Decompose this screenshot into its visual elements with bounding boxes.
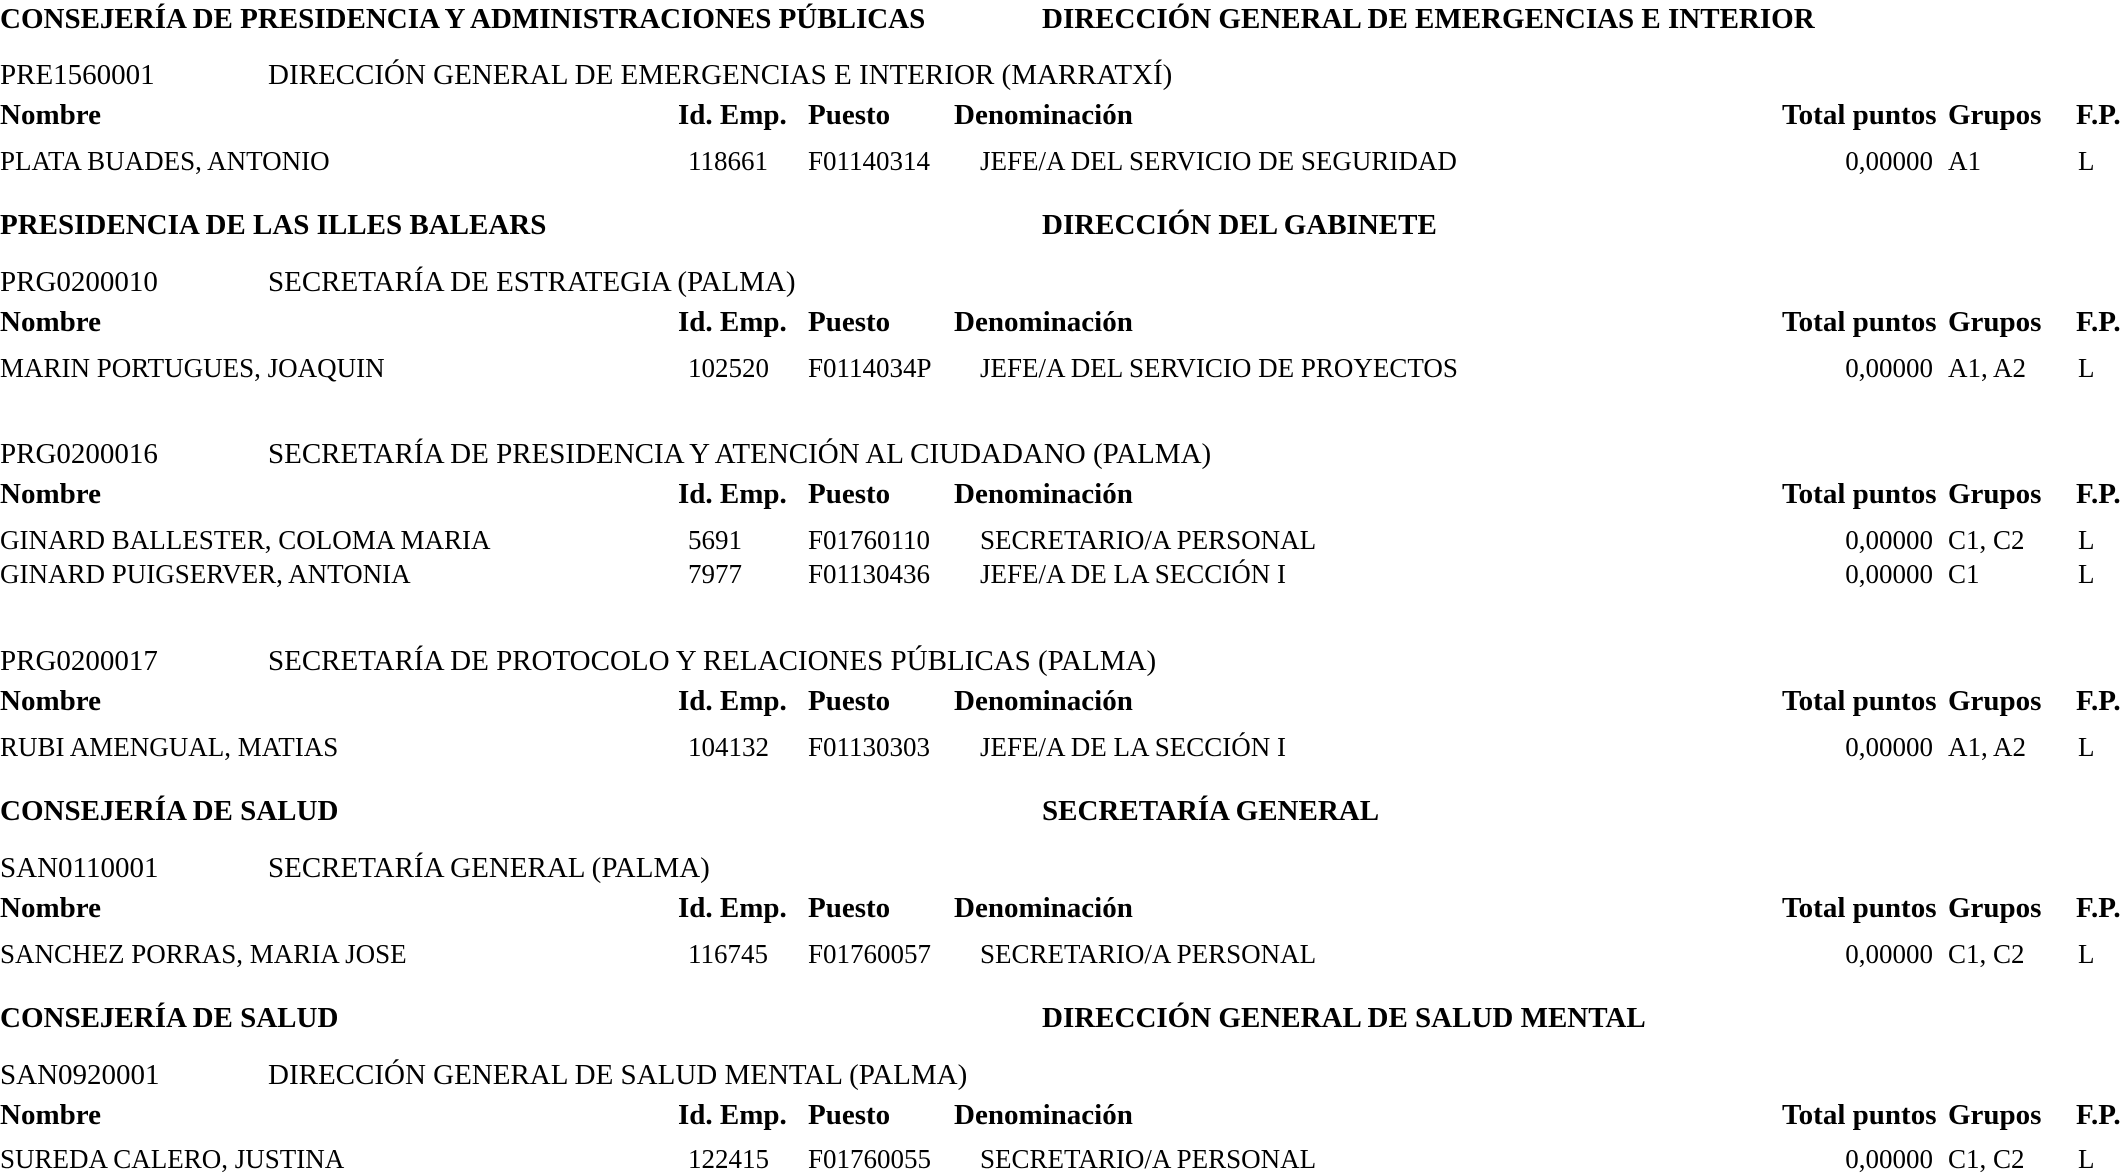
col-denominacion: Denominación xyxy=(954,685,1133,717)
cell-grupos: A1 xyxy=(1948,146,1981,176)
col-denominacion: Denominación xyxy=(954,306,1133,338)
unit-code: PRE1560001 xyxy=(0,59,155,91)
unit-header xyxy=(0,437,2126,471)
unit-header xyxy=(0,1058,2126,1092)
cell-puntos: 0,00000 xyxy=(1845,939,1933,969)
cell-nombre: SANCHEZ PORRAS, MARIA JOSE xyxy=(0,939,407,969)
col-puesto: Puesto xyxy=(808,306,891,338)
unit-name: SECRETARÍA DE PRESIDENCIA Y ATENCIÓN AL CIUDADANO (PALMA) xyxy=(268,438,1212,470)
unit-name: SECRETARÍA DE PROTOCOLO Y RELACIONES PÚBLICAS (PALMA) xyxy=(268,645,1157,677)
section-header xyxy=(0,794,2126,828)
column-headers xyxy=(0,98,2126,132)
cell-denominacion: JEFE/A DEL SERVICIO DE PROYECTOS xyxy=(980,353,1458,383)
col-grupos: Grupos xyxy=(1948,478,2042,510)
cell-id: 7977 xyxy=(688,559,742,589)
unit-code: PRG0200016 xyxy=(0,438,158,470)
column-headers xyxy=(0,1098,2126,1132)
cell-puntos: 0,00000 xyxy=(1845,353,1933,383)
cell-puesto: F01130303 xyxy=(808,732,931,762)
col-fp: F.P. xyxy=(2076,306,2121,338)
cell-grupos: A1, A2 xyxy=(1948,353,2027,383)
col-grupos: Grupos xyxy=(1948,1099,2042,1131)
col-id: Id. Emp. xyxy=(678,99,787,131)
table-row xyxy=(0,557,2126,591)
col-fp: F.P. xyxy=(2076,892,2121,924)
col-grupos: Grupos xyxy=(1948,99,2042,131)
unit-code: PRG0200010 xyxy=(0,266,158,298)
col-fp: F.P. xyxy=(2076,685,2121,717)
unit-code: PRG0200017 xyxy=(0,645,158,677)
column-headers xyxy=(0,684,2126,718)
cell-nombre: GINARD PUIGSERVER, ANTONIA xyxy=(0,559,411,589)
table-row xyxy=(0,1142,2126,1176)
col-puntos: Total puntos xyxy=(1782,685,1937,717)
col-nombre: Nombre xyxy=(0,685,101,717)
col-id: Id. Emp. xyxy=(678,892,787,924)
cell-grupos: C1 xyxy=(1948,559,1980,589)
cell-denominacion: SECRETARIO/A PERSONAL xyxy=(980,525,1317,555)
col-puntos: Total puntos xyxy=(1782,306,1937,338)
col-puesto: Puesto xyxy=(808,892,891,924)
table-row xyxy=(0,351,2126,385)
section-header xyxy=(0,208,2126,242)
consejeria-title: CONSEJERÍA DE PRESIDENCIA Y ADMINISTRACIONES PÚBLICAS xyxy=(0,3,926,35)
cell-puntos: 0,00000 xyxy=(1845,1144,1933,1174)
direccion-title: DIRECCIÓN GENERAL DE EMERGENCIAS E INTERIOR xyxy=(1042,3,1815,35)
unit-name: SECRETARÍA DE ESTRATEGIA (PALMA) xyxy=(268,266,796,298)
cell-id: 5691 xyxy=(688,525,742,555)
direccion-title: DIRECCIÓN DEL GABINETE xyxy=(1042,209,1437,241)
col-nombre: Nombre xyxy=(0,892,101,924)
cell-fp: L xyxy=(2078,939,2095,969)
table-row xyxy=(0,523,2126,557)
col-nombre: Nombre xyxy=(0,306,101,338)
cell-puntos: 0,00000 xyxy=(1845,559,1933,589)
consejeria-title: CONSEJERÍA DE SALUD xyxy=(0,1002,339,1034)
col-nombre: Nombre xyxy=(0,478,101,510)
unit-header xyxy=(0,58,2126,92)
cell-fp: L xyxy=(2078,353,2095,383)
column-headers xyxy=(0,891,2126,925)
unit-code: SAN0110001 xyxy=(0,852,159,884)
cell-id: 122415 xyxy=(688,1144,769,1174)
col-puesto: Puesto xyxy=(808,1099,891,1131)
cell-puesto: F01760057 xyxy=(808,939,932,969)
cell-puesto: F0114034P xyxy=(808,353,932,383)
table-row xyxy=(0,144,2126,178)
unit-code: SAN0920001 xyxy=(0,1059,160,1091)
col-denominacion: Denominación xyxy=(954,478,1133,510)
cell-fp: L xyxy=(2078,1144,2095,1174)
cell-puesto: F01760055 xyxy=(808,1144,932,1174)
col-denominacion: Denominación xyxy=(954,892,1133,924)
col-id: Id. Emp. xyxy=(678,1099,787,1131)
cell-puntos: 0,00000 xyxy=(1845,525,1933,555)
col-grupos: Grupos xyxy=(1948,892,2042,924)
cell-nombre: SUREDA CALERO, JUSTINA xyxy=(0,1144,345,1174)
cell-nombre: MARIN PORTUGUES, JOAQUIN xyxy=(0,353,385,383)
cell-denominacion: JEFE/A DEL SERVICIO DE SEGURIDAD xyxy=(980,146,1457,176)
col-puesto: Puesto xyxy=(808,478,891,510)
cell-denominacion: JEFE/A DE LA SECCIÓN I xyxy=(980,559,1287,589)
cell-id: 118661 xyxy=(688,146,768,176)
col-grupos: Grupos xyxy=(1948,685,2042,717)
col-denominacion: Denominación xyxy=(954,99,1133,131)
table-row xyxy=(0,937,2126,971)
cell-puesto: F01760110 xyxy=(808,525,931,555)
cell-id: 104132 xyxy=(688,732,769,762)
cell-denominacion: SECRETARIO/A PERSONAL xyxy=(980,939,1317,969)
cell-puntos: 0,00000 xyxy=(1845,146,1933,176)
cell-fp: L xyxy=(2078,146,2095,176)
col-id: Id. Emp. xyxy=(678,478,787,510)
unit-header xyxy=(0,851,2126,885)
col-puntos: Total puntos xyxy=(1782,478,1937,510)
col-id: Id. Emp. xyxy=(678,306,787,338)
cell-nombre: GINARD BALLESTER, COLOMA MARIA xyxy=(0,525,491,555)
col-puesto: Puesto xyxy=(808,99,891,131)
col-nombre: Nombre xyxy=(0,1099,101,1131)
col-puntos: Total puntos xyxy=(1782,99,1937,131)
table-row xyxy=(0,730,2126,764)
direccion-title: SECRETARÍA GENERAL xyxy=(1042,795,1380,827)
cell-grupos: C1, C2 xyxy=(1948,525,2025,555)
section-header xyxy=(0,2,2126,36)
col-fp: F.P. xyxy=(2076,99,2121,131)
cell-nombre: PLATA BUADES, ANTONIO xyxy=(0,146,330,176)
cell-id: 102520 xyxy=(688,353,769,383)
section-header xyxy=(0,1001,2126,1035)
column-headers xyxy=(0,305,2126,339)
unit-header xyxy=(0,644,2126,678)
col-fp: F.P. xyxy=(2076,478,2121,510)
col-id: Id. Emp. xyxy=(678,685,787,717)
direccion-title: DIRECCIÓN GENERAL DE SALUD MENTAL xyxy=(1042,1002,1646,1034)
consejeria-title: CONSEJERÍA DE SALUD xyxy=(0,795,339,827)
unit-name: DIRECCIÓN GENERAL DE SALUD MENTAL (PALMA) xyxy=(268,1059,968,1091)
cell-denominacion: JEFE/A DE LA SECCIÓN I xyxy=(980,732,1287,762)
unit-header xyxy=(0,265,2126,299)
col-nombre: Nombre xyxy=(0,99,101,131)
cell-puntos: 0,00000 xyxy=(1845,732,1933,762)
cell-grupos: C1, C2 xyxy=(1948,1144,2025,1174)
col-fp: F.P. xyxy=(2076,1099,2121,1131)
consejeria-title: PRESIDENCIA DE LAS ILLES BALEARS xyxy=(0,209,547,241)
cell-puesto: F01130436 xyxy=(808,559,931,589)
unit-name: DIRECCIÓN GENERAL DE EMERGENCIAS E INTERIOR (MARRATXÍ) xyxy=(268,59,1173,91)
cell-id: 116745 xyxy=(688,939,768,969)
column-headers xyxy=(0,477,2126,511)
cell-fp: L xyxy=(2078,525,2095,555)
cell-denominacion: SECRETARIO/A PERSONAL xyxy=(980,1144,1317,1174)
unit-name: SECRETARÍA GENERAL (PALMA) xyxy=(268,852,710,884)
cell-grupos: C1, C2 xyxy=(1948,939,2025,969)
cell-grupos: A1, A2 xyxy=(1948,732,2027,762)
col-puesto: Puesto xyxy=(808,685,891,717)
cell-fp: L xyxy=(2078,559,2095,589)
col-puntos: Total puntos xyxy=(1782,892,1937,924)
col-grupos: Grupos xyxy=(1948,306,2042,338)
col-puntos: Total puntos xyxy=(1782,1099,1937,1131)
col-denominacion: Denominación xyxy=(954,1099,1133,1131)
cell-puesto: F01140314 xyxy=(808,146,931,176)
cell-fp: L xyxy=(2078,732,2095,762)
cell-nombre: RUBI AMENGUAL, MATIAS xyxy=(0,732,339,762)
